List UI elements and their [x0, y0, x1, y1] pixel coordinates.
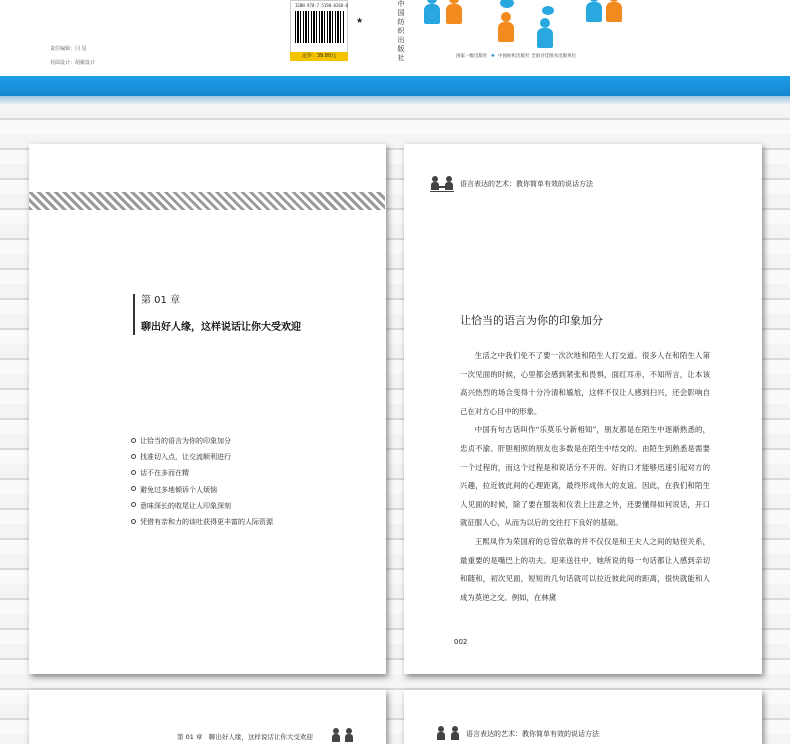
credit-editor: 责任编辑：闫 星	[50, 46, 87, 52]
person-figure-icon	[496, 12, 516, 42]
barcode-image	[295, 11, 345, 43]
chapter-heading	[133, 294, 301, 335]
toc-item	[131, 514, 273, 530]
toc-item-label: 意味深长的收尾让人印象深刻	[140, 501, 231, 510]
person-figure-icon	[535, 18, 555, 48]
price-tag: 定价：39.80元	[290, 52, 348, 61]
next-left-page	[29, 690, 386, 744]
cover-credits	[50, 42, 95, 70]
section-title: 让恰当的语言为你的印象加分	[460, 314, 603, 327]
spine-char: 出	[397, 36, 405, 44]
toc-item-label: 找准切入点，让交流顺利进行	[140, 453, 231, 462]
running-head	[430, 174, 593, 194]
speech-bubble-icon	[542, 6, 554, 15]
person-figure-icon	[584, 0, 604, 22]
publisher-logo-icon: ✺	[490, 54, 495, 59]
toc-item-label: 避免过多地倾诉个人烦恼	[140, 485, 217, 494]
credit-designer: 封面设计：胡椒设计	[50, 60, 96, 66]
toc-item	[131, 482, 273, 498]
toc-item-label: 话不在多而在精	[140, 469, 189, 478]
spine-char: 织	[397, 27, 405, 35]
cover-blue-band	[0, 76, 790, 96]
bullet-icon	[131, 502, 136, 507]
band-shadow	[0, 96, 790, 104]
body-text	[460, 347, 710, 607]
star-icon: ★	[356, 16, 364, 25]
running-head-text: 语言表达的艺术：教你简单有效的说话方法	[460, 180, 593, 188]
bullet-icon	[131, 454, 136, 459]
toc-item	[131, 433, 273, 449]
publisher-footer	[456, 53, 576, 59]
body-text-page	[404, 144, 762, 674]
toc-item	[131, 498, 273, 514]
isbn-text: ISBN 978-7-5190-0268-0	[295, 3, 348, 8]
bullet-icon	[131, 519, 136, 524]
chapter-number: 第 01 章	[141, 295, 181, 306]
running-head-left: 第 01 章 聊出好人缘，这样说话让你大受欢迎	[177, 733, 313, 741]
spine-char: 社	[397, 54, 405, 62]
spine-char: 纺	[397, 18, 405, 26]
person-figure-icon	[422, 0, 442, 24]
conversation-icon	[436, 724, 462, 744]
running-head-text: 语言表达的艺术：教你简单有效的说话方法	[466, 730, 599, 738]
spine-char: 版	[397, 45, 405, 53]
next-right-page	[404, 690, 762, 744]
barcode-panel	[290, 0, 348, 60]
paragraph: 生活之中我们免不了要一次次地和陌生人打交道。很多人在和陌生人第一次见面的时候，心里都会感到紧张和畏惧，面红耳赤，不知所言，让本该高兴热烈的场合变得十分冷清和尴尬，这样不仅让人感到扫兴，还会影响自己在对方心目中的形象。	[460, 351, 710, 416]
conversation-icon	[430, 174, 456, 194]
paragraph: 中国有句古话叫作“乐莫乐兮新相知”，朋友都是在陌生中逐渐熟悉的，忠贞不渝、肝胆相照的朋友也多数是在陌生中结交的。由陌生到熟悉是需要一个过程的，而这个过程是和说话分不开的。好的口才能够迅速引起对方的兴趣，拉近彼此间的心理距离，最终形成伟大的友谊。因此，在我们和陌生人见面的时候，除了要在服装和仪表上注意之外，还要懂得如何说话，开口就征服人心，从而为以后的交往打下良好的基础。	[460, 425, 710, 528]
publisher-rank: 国家一级出版社	[456, 54, 488, 59]
toc-item-label: 凭借有亲和力的谈吐获得更丰富的人际资源	[140, 518, 273, 527]
bullet-icon	[131, 438, 136, 443]
running-head	[436, 724, 599, 744]
publisher-name: 中国纺织出版社	[498, 54, 530, 59]
toc-item	[131, 449, 273, 465]
person-figure-icon	[444, 0, 464, 24]
bullet-icon	[131, 486, 136, 491]
toc-item-label: 让恰当的语言为你的印象加分	[140, 437, 231, 445]
book-back-cover	[0, 0, 790, 76]
person-figure-icon	[604, 0, 624, 22]
bullet-icon	[131, 470, 136, 475]
speech-bubble-icon	[500, 0, 514, 8]
toc-item	[131, 465, 273, 481]
chapter-title: 聊出好人缘，这样说话让你大受欢迎	[141, 322, 301, 333]
hatched-band	[29, 192, 385, 210]
spine-char: 中	[397, 0, 405, 8]
publisher-honor: 全国百佳图书出版单位	[531, 54, 577, 59]
chapter-opener-page	[29, 144, 386, 674]
chapter-toc	[131, 433, 273, 530]
spine-publisher	[396, 0, 406, 66]
conversation-icon	[331, 726, 355, 744]
page-number: 002	[454, 638, 468, 646]
paragraph: 王熙凤作为荣国府的总管依靠的并不仅仅是和王夫人之间的姑侄关系，最重要的是嘴巴上的功夫。迎来送往中，她所说的每一句话都让人感到亲切和随和，初次见面，短短的几句话就可以拉近彼此间的距离，很快就能和人成为莫逆之交。例如，在林黛	[460, 536, 710, 602]
spine-char: 国	[397, 9, 405, 17]
